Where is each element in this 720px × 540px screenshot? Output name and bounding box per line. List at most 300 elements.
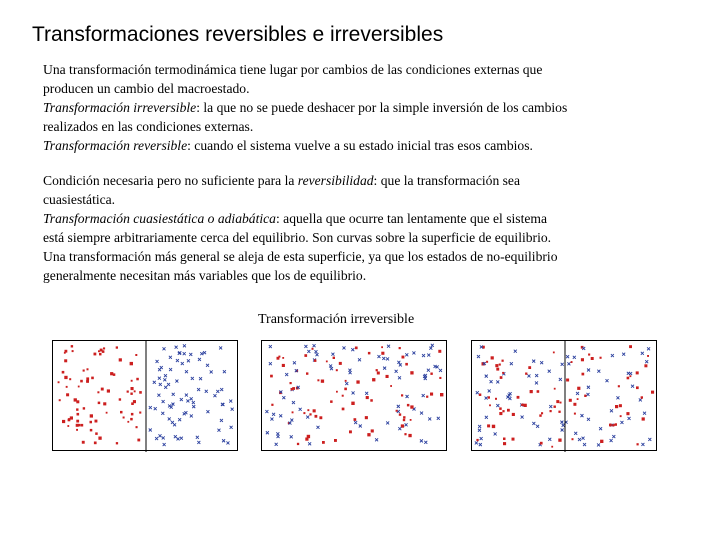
blue-particle <box>437 417 440 420</box>
blue-particle <box>431 344 434 347</box>
blue-particle <box>316 426 319 429</box>
term-reversibility: reversibilidad <box>297 173 374 188</box>
red-particle <box>609 424 612 427</box>
blue-particle <box>161 412 164 415</box>
red-particle <box>69 378 71 380</box>
red-particle <box>80 380 83 383</box>
blue-particle <box>308 442 311 445</box>
red-particle <box>577 398 579 400</box>
red-particle <box>502 360 504 362</box>
red-particle <box>334 439 337 442</box>
red-particle <box>528 366 531 369</box>
red-particle <box>539 414 541 416</box>
blue-particle <box>559 378 562 381</box>
blue-particle <box>427 369 430 372</box>
red-particle <box>525 373 527 375</box>
blue-particle <box>639 398 642 401</box>
blue-particle <box>395 370 398 373</box>
particle-field <box>53 341 239 452</box>
blue-particle <box>643 412 646 415</box>
blue-particle <box>299 408 302 411</box>
blue-particle <box>479 443 482 446</box>
blue-particle <box>164 386 167 389</box>
term-definition: : la que no se puede deshacer por la simple inversión de los cambios <box>196 100 568 115</box>
red-particle <box>572 438 574 440</box>
red-particle <box>83 407 85 409</box>
red-particle <box>571 361 573 363</box>
red-particle <box>91 377 94 380</box>
red-particle <box>651 391 654 394</box>
blue-particle <box>203 351 206 354</box>
red-particle <box>430 373 432 375</box>
red-particle <box>119 358 122 361</box>
blue-particle <box>358 358 361 361</box>
red-particle <box>64 352 66 354</box>
red-particle <box>351 402 354 405</box>
text-line <box>43 136 683 155</box>
red-particle <box>491 356 494 359</box>
blue-particle <box>265 410 268 413</box>
blue-particle <box>420 412 423 415</box>
blue-particle <box>330 367 333 370</box>
blue-particle <box>216 390 219 393</box>
blue-particle <box>210 370 213 373</box>
red-particle <box>553 352 555 354</box>
blue-particle <box>180 437 183 440</box>
red-particle <box>558 439 561 442</box>
red-particle <box>569 399 572 402</box>
blue-particle <box>157 394 160 397</box>
blue-particle <box>269 362 272 365</box>
red-particle <box>492 425 495 428</box>
red-particle <box>558 411 560 413</box>
blue-particle <box>277 435 280 438</box>
blue-particle <box>429 347 432 350</box>
blue-particle <box>597 370 600 373</box>
blue-particle <box>200 352 203 355</box>
red-particle <box>90 421 93 424</box>
red-particle <box>101 388 104 391</box>
blue-particle <box>316 353 319 356</box>
blue-particle <box>205 390 208 393</box>
red-particle <box>290 382 292 384</box>
blue-particle <box>480 437 483 440</box>
red-particle <box>90 414 93 417</box>
red-particle <box>403 416 405 418</box>
red-particle <box>130 418 133 421</box>
red-particle <box>103 347 105 349</box>
slide-title: Transformaciones reversibles e irreversibles <box>32 23 444 46</box>
blue-particle <box>191 377 194 380</box>
red-particle <box>401 394 403 396</box>
text-line: está siempre arbitrariamente cerca del equilibrio. Son curvas sobre la superficie de equilibrio. <box>43 230 552 245</box>
red-particle <box>306 372 308 374</box>
red-particle <box>627 377 630 380</box>
red-particle <box>550 410 552 412</box>
red-particle <box>345 380 347 382</box>
blue-particle <box>485 375 488 378</box>
red-particle <box>430 393 433 396</box>
blue-particle <box>514 350 517 353</box>
red-particle <box>530 390 533 393</box>
red-particle <box>399 347 401 349</box>
red-particle <box>123 417 125 419</box>
red-particle <box>618 385 620 387</box>
blue-particle <box>192 401 195 404</box>
red-particle <box>120 411 123 414</box>
red-particle <box>304 354 307 357</box>
blue-particle <box>428 417 431 420</box>
red-particle <box>336 369 338 371</box>
blue-particle <box>189 353 192 356</box>
red-particle <box>540 442 543 445</box>
red-particle <box>297 443 299 445</box>
red-particle <box>106 412 108 414</box>
blue-particle <box>351 348 354 351</box>
blue-particle <box>494 432 497 435</box>
blue-particle <box>535 381 538 384</box>
red-particle <box>367 433 370 436</box>
blue-particle <box>175 380 178 383</box>
red-particle <box>81 424 84 427</box>
blue-particle <box>485 397 488 400</box>
red-particle <box>94 353 97 356</box>
blue-particle <box>329 364 332 367</box>
blue-particle <box>439 369 442 372</box>
blue-particle <box>616 396 619 399</box>
blue-particle <box>597 443 600 446</box>
blue-particle <box>548 370 551 373</box>
red-particle <box>512 438 515 441</box>
blue-particle <box>398 427 401 430</box>
red-particle <box>582 373 585 376</box>
red-particle <box>647 355 649 357</box>
blue-particle <box>158 377 161 380</box>
blue-particle <box>185 394 188 397</box>
blue-particle <box>290 435 293 438</box>
figure-caption: Transformación irreversible <box>258 312 415 327</box>
red-particle <box>130 393 132 395</box>
blue-particle <box>532 360 535 363</box>
blue-particle <box>386 421 389 424</box>
blue-particle <box>160 366 163 369</box>
blue-particle <box>159 383 162 386</box>
blue-particle <box>192 405 195 408</box>
blue-particle <box>582 437 585 440</box>
blue-particle <box>162 400 165 403</box>
blue-particle <box>641 352 644 355</box>
red-particle <box>66 393 69 396</box>
blue-particle <box>548 438 551 441</box>
blue-particle <box>162 436 165 439</box>
red-particle <box>560 402 562 404</box>
blue-particle <box>176 359 179 362</box>
blue-particle <box>226 441 229 444</box>
red-particle <box>521 404 523 406</box>
red-particle <box>307 435 310 438</box>
red-particle <box>642 417 645 420</box>
red-particle <box>107 389 110 392</box>
red-particle <box>103 402 106 405</box>
blue-particle <box>181 362 184 365</box>
blue-particle <box>231 408 234 411</box>
red-particle <box>502 372 504 374</box>
blue-particle <box>175 346 178 349</box>
red-particle <box>95 420 98 423</box>
blue-particle <box>422 354 425 357</box>
red-particle <box>322 441 325 444</box>
red-particle <box>588 354 590 356</box>
red-particle <box>630 375 632 377</box>
red-particle <box>62 371 65 374</box>
blue-particle <box>170 406 173 409</box>
text-line: Una transformación termodinámica tiene lugar por cambios de las condiciones externas que <box>43 62 543 77</box>
blue-particle <box>180 398 183 401</box>
red-particle <box>83 370 85 372</box>
blue-particle <box>496 380 499 383</box>
text-line: cuasiestática. <box>43 192 116 207</box>
red-particle <box>541 412 543 414</box>
blue-particle <box>169 356 172 359</box>
blue-particle <box>427 354 430 357</box>
blue-particle <box>382 357 385 360</box>
red-particle <box>554 406 556 408</box>
blue-particle <box>187 359 190 362</box>
blue-particle <box>206 410 209 413</box>
blue-particle <box>611 354 614 357</box>
red-particle <box>131 387 134 390</box>
red-particle <box>59 399 61 401</box>
red-particle <box>488 396 490 398</box>
blue-particle <box>169 368 172 371</box>
blue-particle <box>190 414 193 417</box>
blue-particle <box>562 424 565 427</box>
blue-particle <box>420 439 423 442</box>
blue-particle <box>532 422 535 425</box>
red-particle <box>554 388 556 390</box>
text-fragment: : que la transformación sea <box>373 173 520 188</box>
red-particle <box>404 433 406 435</box>
blue-particle <box>645 360 648 363</box>
blue-particle <box>422 394 425 397</box>
red-particle <box>620 415 622 417</box>
red-particle <box>403 419 405 421</box>
red-particle <box>131 402 134 405</box>
red-particle <box>86 380 89 383</box>
blue-particle <box>217 429 220 432</box>
term-reversible: Transformación reversible <box>43 138 188 153</box>
red-particle <box>512 413 515 416</box>
blue-particle <box>561 363 564 366</box>
red-particle <box>291 388 293 390</box>
blue-particle <box>352 391 355 394</box>
red-particle <box>376 369 378 371</box>
red-particle <box>641 396 643 398</box>
blue-particle <box>510 362 513 365</box>
blue-particle <box>219 346 222 349</box>
conditions-paragraph <box>43 171 683 285</box>
red-particle <box>336 391 338 393</box>
blue-particle <box>359 425 362 428</box>
blue-particle <box>496 404 499 407</box>
red-particle <box>370 399 373 402</box>
blue-particle <box>199 377 202 380</box>
blue-particle <box>293 361 296 364</box>
blue-particle <box>521 416 524 419</box>
blue-particle <box>629 372 632 375</box>
blue-particle <box>222 439 225 442</box>
text-line: generalmente necesitan más variables que los de equilibrio. <box>43 268 367 283</box>
blue-particle <box>397 361 400 364</box>
blue-particle <box>173 423 176 426</box>
term-irreversible: Transformación irreversible <box>43 100 197 115</box>
blue-particle <box>631 385 634 388</box>
red-particle <box>315 415 318 418</box>
red-particle <box>62 420 65 423</box>
blue-particle <box>342 346 345 349</box>
red-particle <box>97 391 99 393</box>
blue-particle <box>345 382 348 385</box>
red-particle <box>381 352 384 355</box>
red-particle <box>64 376 67 379</box>
blue-particle <box>424 441 427 444</box>
blue-particle <box>153 381 156 384</box>
red-particle <box>68 418 70 420</box>
red-particle <box>98 350 100 352</box>
red-particle <box>629 345 632 348</box>
red-particle <box>612 424 614 426</box>
blue-particle <box>186 399 189 402</box>
blue-particle <box>292 401 295 404</box>
blue-particle <box>583 443 586 446</box>
red-particle <box>355 347 358 350</box>
blue-particle <box>155 437 158 440</box>
red-particle <box>312 348 314 350</box>
red-particle <box>440 393 443 396</box>
blue-particle <box>162 347 165 350</box>
red-particle <box>98 402 101 405</box>
red-particle <box>303 412 305 414</box>
text-line: realizados en las condiciones externas. <box>43 119 254 134</box>
blue-particle <box>405 423 408 426</box>
red-particle <box>499 412 502 415</box>
blue-particle <box>285 373 288 376</box>
blue-particle <box>641 443 644 446</box>
red-particle <box>292 411 294 413</box>
blue-particle <box>354 421 357 424</box>
text-line <box>43 171 683 190</box>
blue-particle <box>331 353 334 356</box>
red-particle <box>371 429 374 432</box>
red-particle <box>139 391 142 394</box>
particle-field <box>262 341 448 452</box>
red-particle <box>136 378 139 381</box>
red-particle <box>74 398 77 401</box>
blue-particle <box>488 389 491 392</box>
blue-particle <box>149 429 152 432</box>
red-particle <box>76 429 78 431</box>
red-particle <box>317 379 319 381</box>
blue-particle <box>279 414 282 417</box>
red-particle <box>339 362 342 365</box>
blue-particle <box>610 439 613 442</box>
red-particle <box>573 403 576 406</box>
red-particle <box>66 386 68 388</box>
red-particle <box>507 409 510 412</box>
red-particle <box>499 364 501 366</box>
blue-particle <box>574 432 577 435</box>
red-particle <box>574 413 576 415</box>
red-particle <box>402 356 405 359</box>
red-particle <box>307 409 309 411</box>
red-particle <box>277 357 280 360</box>
red-particle <box>309 413 311 415</box>
blue-particle <box>387 345 390 348</box>
red-particle <box>407 404 410 407</box>
blue-particle <box>270 418 273 421</box>
term-definition: : aquella que ocurre tan lentamente que el sistema <box>275 211 547 226</box>
blue-particle <box>475 441 478 444</box>
red-particle <box>386 375 389 378</box>
red-particle <box>87 368 89 370</box>
blue-particle <box>412 351 415 354</box>
blue-particle <box>229 400 232 403</box>
red-particle <box>94 442 97 445</box>
red-particle <box>615 423 618 426</box>
blue-particle <box>476 391 479 394</box>
blue-particle <box>197 388 200 391</box>
red-particle <box>399 413 401 415</box>
blue-particle <box>375 438 378 441</box>
blue-particle <box>620 421 623 424</box>
red-particle <box>72 350 74 352</box>
red-particle <box>344 388 347 391</box>
blue-particle <box>348 369 351 372</box>
blue-particle <box>576 392 579 395</box>
blue-particle <box>573 356 576 359</box>
red-particle <box>426 396 428 398</box>
red-particle <box>134 390 136 392</box>
red-particle <box>136 426 138 428</box>
blue-particle <box>230 426 233 429</box>
red-particle <box>76 424 79 427</box>
blue-particle <box>164 374 167 377</box>
blue-particle <box>314 350 317 353</box>
blue-particle <box>478 425 481 428</box>
red-particle <box>137 439 140 442</box>
red-particle <box>321 380 324 383</box>
red-particle <box>282 364 285 367</box>
blue-particle <box>599 427 602 430</box>
red-particle <box>270 375 273 378</box>
red-particle <box>591 357 594 360</box>
red-particle <box>637 443 639 445</box>
gas-box-mixed-partitioned <box>471 340 657 451</box>
blue-particle <box>587 369 590 372</box>
text-line <box>43 209 683 228</box>
blue-particle <box>477 355 480 358</box>
blue-particle <box>178 418 181 421</box>
blue-particle <box>622 353 625 356</box>
red-particle <box>116 442 118 444</box>
blue-particle <box>168 417 171 420</box>
red-particle <box>566 379 569 382</box>
red-particle <box>342 408 345 411</box>
red-particle <box>476 439 478 441</box>
red-particle <box>98 437 101 440</box>
red-particle <box>76 420 79 423</box>
blue-particle <box>377 355 380 358</box>
